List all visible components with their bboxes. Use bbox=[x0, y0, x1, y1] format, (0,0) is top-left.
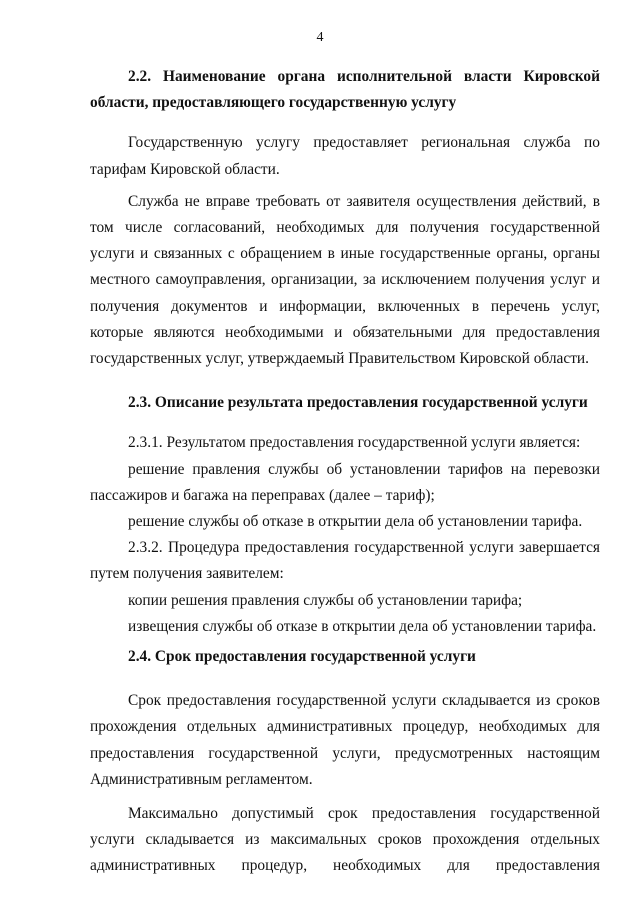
section-2-4-paragraph-2: Максимально допустимый срок предоставления государственной услуги складывается из максимальных сроков прохождения отдельных bbox=[90, 805, 600, 849]
section-2-3-paragraph-3: решение службы об отказе в открытии дела об установлении тарифа. bbox=[128, 513, 583, 531]
section-2-2-heading: 2.2. Наименование органа исполнительной власти Кировской области, предоставляющего государственную услугу bbox=[90, 68, 600, 112]
section-2-2-paragraph-1: Государственную услугу предоставляет региональная служба по тарифам Кировской области. bbox=[90, 134, 600, 178]
section-2-3-paragraph-5: копии решения правления службы об установлении тарифа; bbox=[128, 591, 523, 609]
section-2-3-paragraph-1: 2.3.1. Результатом предоставления государственной услуги является: bbox=[128, 434, 581, 452]
section-2-4-paragraph-1: Срок предоставления государственной услуги складывается из сроков прохождения отдельных административных процедур, необходимых для предоставления государственной услуги, предусмотренных настоящим Административным регламентом. bbox=[90, 692, 600, 788]
section-2-3-paragraph-2: решение правления службы об установлении тарифов на перевозки пассажиров и багажа на переправах (далее – тариф); bbox=[90, 460, 600, 504]
section-2-2-paragraph-2: Служба не вправе требовать от заявителя осуществления действий, в том числе согласований, необходимых для получения государственной услуги и связанных с обращением в иные государственные органы, органы местного самоуправления, организации, за исключением получения услуг и получения документов и информации, включенных в перечень услуг, которые являются необходимыми и обязательными для предоставления государственных услуг, утверждаемый Правительством Кировской области. bbox=[90, 192, 600, 368]
section-2-4-paragraph-2-continued: административных процедур, необходимых для предоставления bbox=[90, 857, 600, 875]
section-2-3-paragraph-4: 2.3.2. Процедура предоставления государственной услуги завершается путем получения заявителем: bbox=[90, 539, 600, 583]
section-2-3-paragraph-6: извещения службы об отказе в открытии дела об установлении тарифа. bbox=[128, 617, 597, 635]
section-2-4-heading: 2.4. Срок предоставления государственной услуги bbox=[128, 648, 476, 666]
document-body bbox=[90, 64, 600, 880]
section-2-3-heading: 2.3. Описание результата предоставления государственной услуги bbox=[128, 394, 588, 412]
page-number: 4 bbox=[316, 30, 324, 45]
